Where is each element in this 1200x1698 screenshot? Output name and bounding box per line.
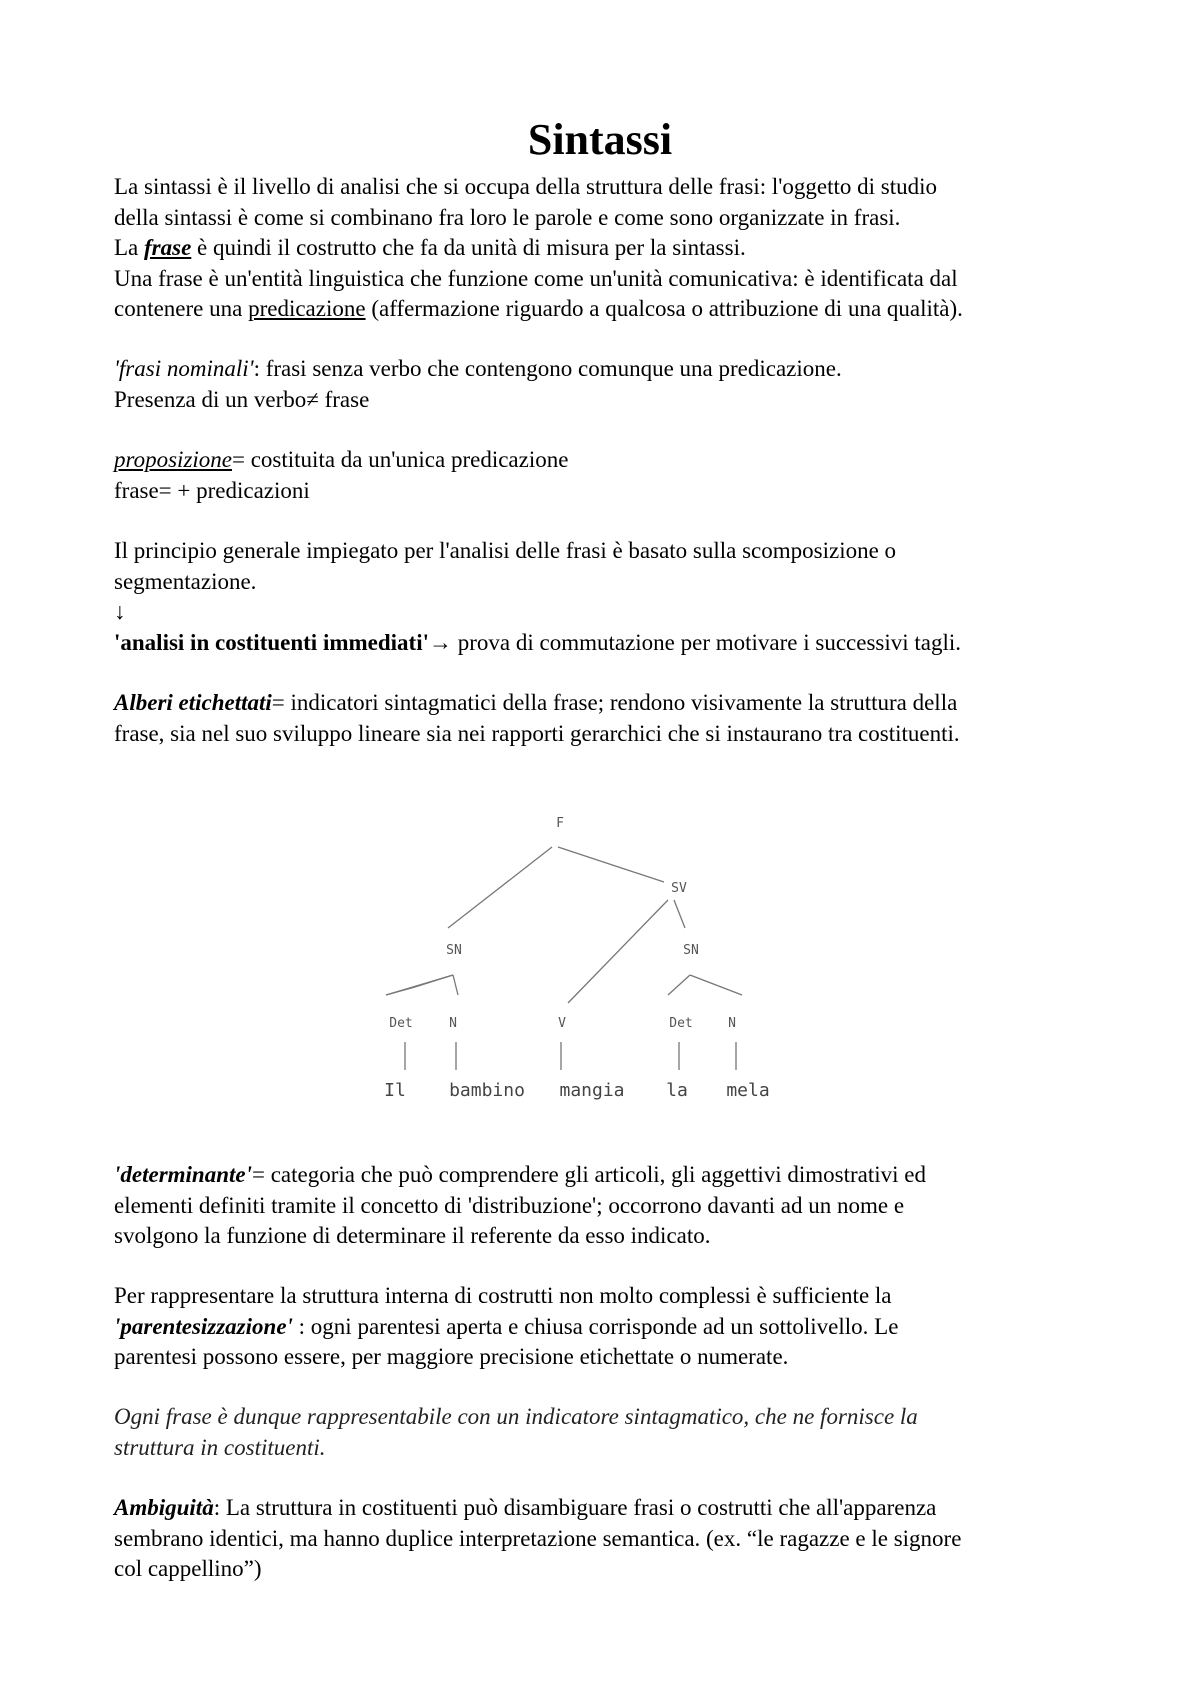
- ambiguita-term: Ambiguità: [114, 1495, 214, 1520]
- tree-word: mangia: [559, 1080, 625, 1101]
- tree-node-SN: SN: [446, 943, 462, 958]
- determinante-line: elementi definiti tramite il concetto di 'distribuzione'; occorrono davanti ad un nome e: [114, 1192, 905, 1218]
- tree-word: mela: [726, 1080, 770, 1101]
- alberi-line: frase, sia nel suo sviluppo lineare sia nei rapporti gerarchici che si instaurano tra costituenti.: [114, 720, 960, 746]
- conclusione-line: Ogni frase è dunque rappresentabile con un indicatore sintagmatico, che ne fornisce la: [114, 1404, 918, 1429]
- parentesi-line: [114, 1312, 1094, 1343]
- determinante-term: 'determinante': [114, 1162, 252, 1187]
- tree-edge: [415, 975, 453, 987]
- tree-node-F: F: [556, 816, 564, 831]
- down-arrow-icon: ↓: [114, 599, 126, 624]
- principio-line: Il principio generale impiegato per l'analisi delle frasi è basato sulla scomposizione o: [114, 538, 897, 563]
- parentesizzazione-term: 'parentesizzazione': [114, 1313, 293, 1339]
- tree-edge: [690, 975, 742, 995]
- ambiguita-paragraph: [114, 1493, 1094, 1585]
- tree-node-Det: Det: [669, 1016, 693, 1031]
- intro-line5-pre: contenere una: [114, 296, 249, 321]
- intro-line5-post: (affermazione riguardo a qualcosa o attribuzione di una qualità).: [365, 296, 963, 321]
- ambiguita-line: [114, 1493, 1094, 1524]
- tree-edge: [448, 847, 552, 928]
- principio-line: segmentazione.: [114, 568, 257, 594]
- frase-term: frase: [144, 235, 192, 260]
- tree-node-N: N: [728, 1016, 736, 1031]
- intro-line: della sintassi è come si combinano fra loro le parole e come sono organizzate in frasi.: [114, 204, 901, 230]
- frasi-nominali-def: : frasi senza verbo che contengono comunque una predicazione.: [253, 356, 842, 381]
- tree-node-Det: Det: [389, 1016, 413, 1031]
- proposizione-term: proposizione: [114, 447, 232, 472]
- tree-edge: [674, 900, 685, 928]
- tree-node-N: N: [449, 1016, 457, 1031]
- intro-line: Una frase è un'entità linguistica che funzione come un'unità comunicativa: è identificata dal: [114, 265, 958, 291]
- page-title: Sintassi: [527, 115, 673, 164]
- proposizione-line: frase= + predicazioni: [114, 477, 310, 503]
- determinante-line: [114, 1160, 1094, 1191]
- intro-frase-pre: La: [114, 235, 145, 260]
- costituenti-immediati-term: 'analisi in costituenti immediati': [114, 629, 429, 655]
- principio-rest: → prova di commutazione per motivare i successivi tagli.: [428, 629, 962, 655]
- tree-word: la: [666, 1080, 688, 1101]
- parentesi-rest: : ogni parentesi aperta e chiusa corrisponde ad un sottolivello. Le: [292, 1313, 899, 1339]
- tree-word: bambino: [449, 1080, 525, 1101]
- tree-word: Il: [384, 1080, 406, 1101]
- proposizione-def: = costituita da un'unica predicazione: [232, 447, 569, 472]
- tree-edge: [668, 975, 690, 995]
- determinante-paragraph: [114, 1160, 1094, 1252]
- alberi-def: = indicatori sintagmatici della frase; rendono visivamente la struttura della: [271, 690, 958, 715]
- parentesi-line: parentesi possono essere, per maggiore precisione etichettate o numerate.: [114, 1344, 789, 1369]
- tree-node-SN: SN: [683, 943, 699, 958]
- conclusione-paragraph: [114, 1402, 1094, 1463]
- predicazione-term: predicazione: [248, 296, 366, 321]
- tree-node-SV: SV: [671, 881, 687, 896]
- intro-line: La sintassi è il livello di analisi che si occupa della struttura delle frasi: l'oggetto di studio: [114, 174, 938, 199]
- determinante-line: svolgono la funzione di determinare il referente da esso indicato.: [114, 1223, 711, 1248]
- tree-edge: [558, 847, 664, 882]
- tree-edge: [453, 975, 458, 995]
- parentesi-line: Per rappresentare la struttura interna di costrutti non molto complessi è sufficiente la: [114, 1283, 892, 1308]
- ambiguita-line: col cappellino”): [114, 1556, 262, 1581]
- tree-node-V: V: [558, 1016, 566, 1031]
- frasi-nominali-term: 'frasi nominali': [114, 356, 254, 381]
- intro-frase-post: è quindi il costrutto che fa da unità di misura per la sintassi.: [191, 235, 746, 260]
- parentesi-paragraph: [114, 1281, 1094, 1373]
- ambiguita-line: sembrano identici, ma hanno duplice interpretazione semantica. (ex. “le ragazze e le signore: [114, 1525, 962, 1551]
- alberi-term: Alberi etichettati: [114, 690, 272, 715]
- tree-edge: [386, 987, 415, 995]
- determinante-def: = categoria che può comprendere gli articoli, gli aggettivi dimostrativi ed: [252, 1162, 926, 1187]
- conclusione-line: struttura in costituenti.: [114, 1434, 326, 1460]
- tree-edge: [568, 900, 668, 1003]
- frasi-nominali-line: Presenza di un verbo≠ frase: [114, 386, 370, 412]
- ambiguita-def: : La struttura in costituenti può disambiguare frasi o costrutti che all'apparenza: [213, 1495, 937, 1520]
